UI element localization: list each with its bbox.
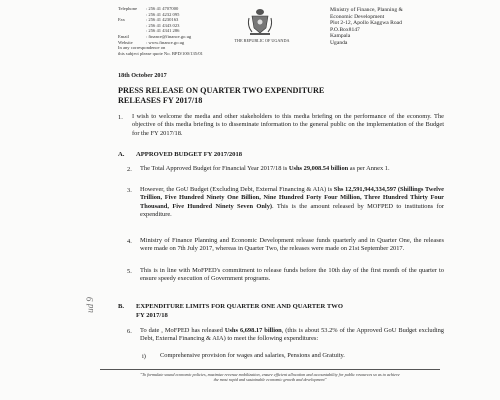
paragraph-number: 5. <box>127 268 132 275</box>
contact-row: : 256 41 4232 095 <box>146 11 180 17</box>
press-release-title: PRESS RELEASE ON QUARTER TWO EXPENDITURE RELEASES FY 2017/18 <box>118 86 325 105</box>
republic-label: THE REPUBLIC OF UGANDA <box>234 38 290 43</box>
address-line: Plot 2-12, Apollo Kaggwa Road <box>330 20 402 27</box>
paragraph-number: 1. <box>118 114 123 121</box>
paragraph-number: 2. <box>127 166 132 173</box>
address-line: Ministry of Finance, Planning & <box>330 7 403 13</box>
contact-row: Telephone : 256 41 4707000 <box>118 6 179 11</box>
document-date: 18th October 2017 <box>118 72 167 79</box>
section-a-letter: A. <box>118 151 125 158</box>
footer-rule <box>100 369 440 370</box>
address-line: P.O.Box8147 <box>330 26 360 33</box>
paragraph-number: 3. <box>127 187 132 194</box>
contact-row: Email : finance@finance.go.ug <box>118 33 192 39</box>
paragraph-4: Ministry of Finance Planning and Economic Development release funds quarterly and in Quarter One, the releases were made on 7th July 2017, whereas in Quarter Two, the releases were made on 21st September 2017. <box>140 237 444 253</box>
paragraph-3: However, the GoU Budget (Excluding Debt, External Financing & AIA) is Shs 12,591,944,334,597 (Shillings Twelve Trillion, Five Hundred Ninety One Billion, Nine Hundred Forty Four Million, Three Hundred Thirty Four Thousand, Five Hundred Ninety Seven Only). This is the amount released by MOFPED to institutions for expenditure. <box>140 186 445 219</box>
footer-motto: "To formulate sound economic policies, maximize revenue mobilization, ensure efficient allocation and accountability for public resources so as to achieve the most rapid and sustainable economic growth and development" <box>140 372 400 382</box>
letterhead-contacts <box>118 6 238 56</box>
coat-of-arms-icon <box>246 6 274 36</box>
ministry-address <box>330 7 460 47</box>
section-a-title: APPROVED BUDGET FY 2017/2018 <box>136 151 243 158</box>
section-b-title: EXPENDITURE LIMITS FOR QUARTER ONE AND QUARTER TWO FY 2017/18 <box>136 303 343 319</box>
reply-note: In any correspondence on <box>118 45 166 51</box>
paragraph-5: This is in line with MoFPED's commitment to release funds before the 10th day of the first month of the quarter to ensure speedy execution of Government programs. <box>140 267 444 283</box>
contact-row: : 256 41 4343 023 <box>146 22 180 28</box>
list-item: Comprehensive provision for wages and salaries, Pensions and Gratuity. <box>160 352 345 359</box>
address-line: Kampala <box>330 33 351 40</box>
paragraph-number: 6. <box>127 328 132 335</box>
paragraph-2: The Total Approved Budget for Financial Year 2017/18 is Ushs 29,008.54 billion as per Annex 1. <box>140 165 390 172</box>
address-line: Uganda <box>330 39 348 46</box>
address-line: Economic Development <box>330 13 385 20</box>
contact-row: Fax : 256 41 4230163 <box>118 17 179 23</box>
paragraph-number: 4. <box>127 238 132 245</box>
paragraph-6: To date , MoFPED has released Ushs 6,698.17 billion, (this is about 53.2% of the Approved GoU Budget excluding Debt, External Financing & AIA) to meet the following expenditures: <box>140 327 444 343</box>
contact-row: : 256 41 4341 286 <box>146 28 180 34</box>
subject-reference: this subject please quote No. BPD/100/135/01 <box>118 50 203 56</box>
handwritten-margin-note: ud 9 <box>84 297 95 313</box>
list-item-number: i) <box>142 353 146 360</box>
section-b-letter: B. <box>118 303 125 310</box>
contact-row: Website : www.finance.go.ug <box>118 39 185 45</box>
paragraph-1: I wish to welcome the media and other stakeholders to this media briefing on the performance of the economy. The objective of this media briefing is to disseminate information to the general public on the implementation of the Budget for the FY 2017/18. <box>132 113 444 137</box>
